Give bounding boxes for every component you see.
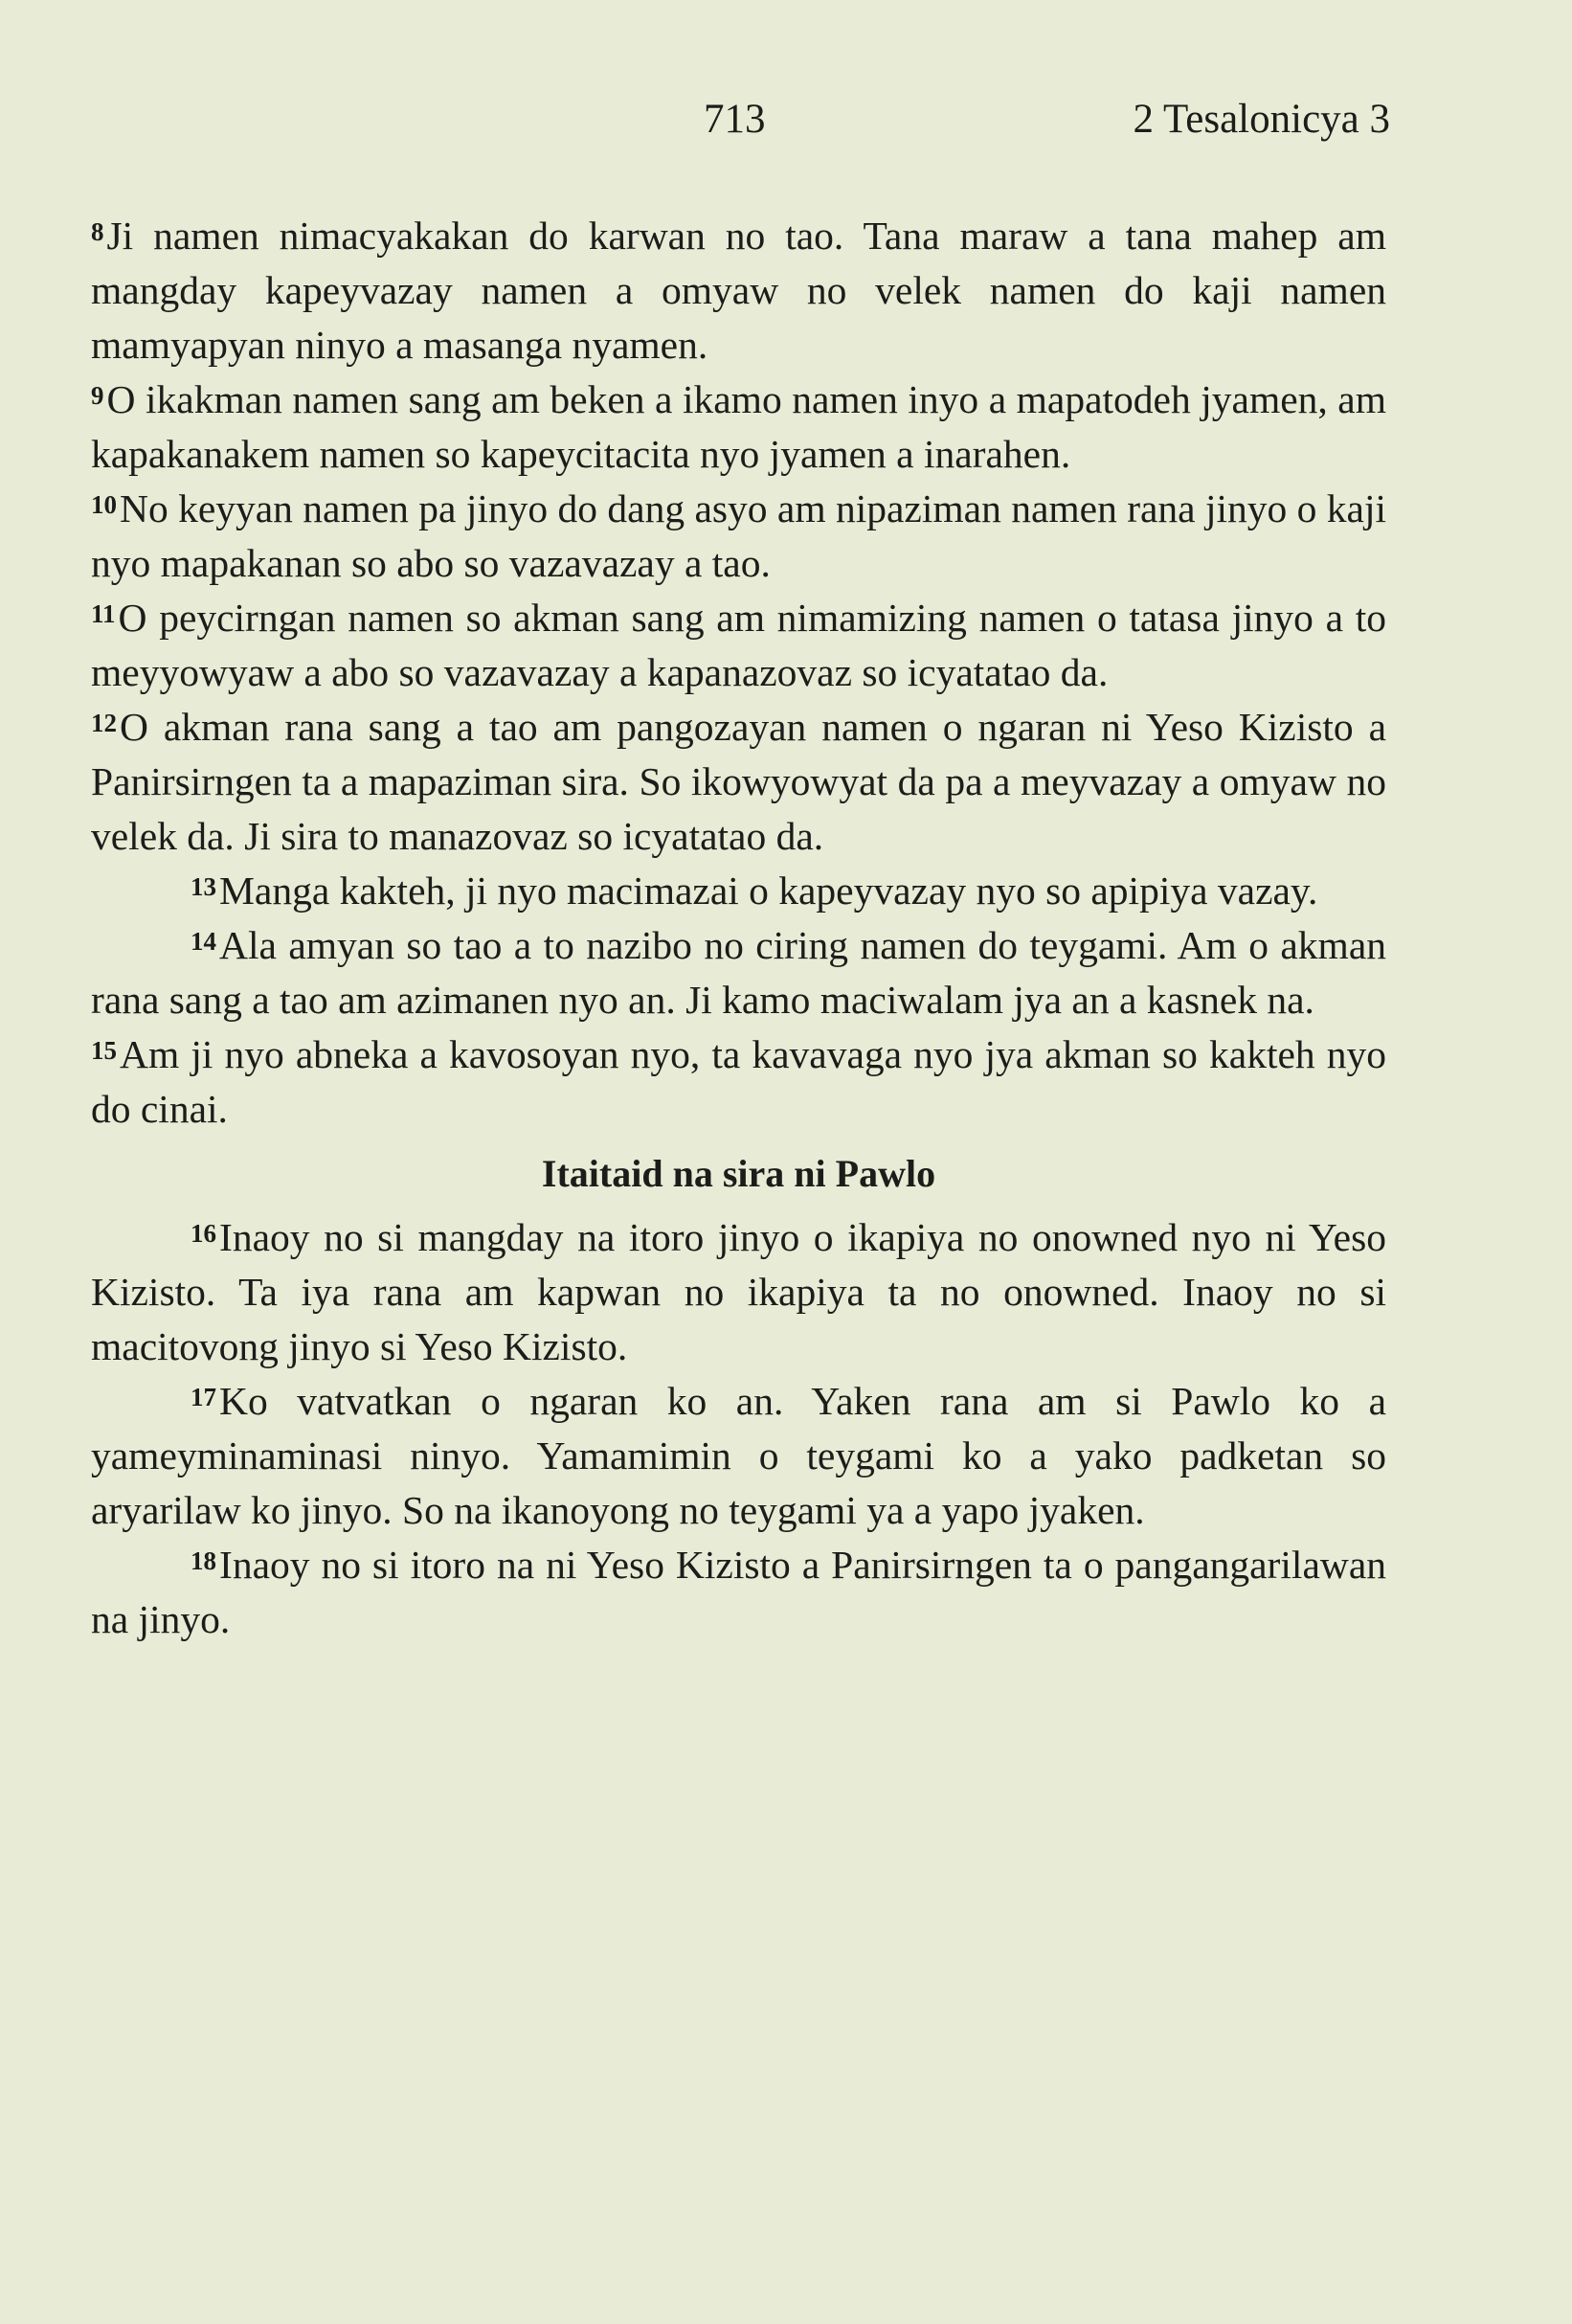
verse-text: Inaoy no si itoro na ni Yeso Kizisto a Panirsirngen ta o pangangarilawan na jinyo. [91,1543,1386,1641]
verse-16 [91,1210,1386,1374]
verse-text: O akman rana sang a tao am pangozayan namen o ngaran ni Yeso Kizisto a Panirsirngen ta a mapaziman sira. So ikowyowyat da pa a meyvazay a omyaw no velek da. Ji sira to manazovaz so icyatatao da. [91,705,1386,858]
verse-18 [91,1538,1386,1647]
verse-text: Ala amyan so tao a to nazibo no ciring namen do teygami. Am o akman rana sang a tao am azimanen nyo an. Ji kamo maciwalam jya an a kasnek na. [91,923,1386,1022]
verse-8 [91,209,1386,372]
verse-text: Manga kakteh, ji nyo macimazai o kapeyvazay nyo so apipiya vazay. [219,869,1318,913]
verse-number: 8 [91,216,104,246]
verse-11 [91,591,1386,700]
verse-number: 9 [91,380,104,410]
verse-number: 18 [191,1546,216,1575]
verse-number: 14 [191,926,216,956]
verse-text: O peycirngan namen so akman sang am nimamizing namen o tatasa jinyo a to meyyowyaw a abo so vazavazay a kapanazovaz so icyatatao da. [91,596,1386,694]
verse-10 [91,482,1386,591]
chapter-body [91,209,1386,1647]
verse-number: 11 [91,598,116,628]
verse-number: 10 [91,489,117,519]
verse-15 [91,1027,1386,1137]
verse-12 [91,700,1386,864]
verse-17 [91,1374,1386,1538]
section-heading: Itaitaid na sira ni Pawlo [541,1152,936,1195]
verse-9 [91,372,1386,482]
verse-14 [91,918,1386,1027]
running-title: 2 Tesalonicya 3 [1133,97,1390,142]
verse-number: 15 [91,1035,117,1065]
verse-text: O ikakman namen sang am beken a ikamo namen inyo a mapatodeh jyamen, am kapakanakem namen so kapeycitacita nyo jyamen a inarahen. [91,377,1386,476]
verse-text: Am ji nyo abneka a kavosoyan nyo, ta kavavaga nyo jya akman so kakteh nyo do cinai. [91,1032,1386,1131]
verse-text: No keyyan namen pa jinyo do dang asyo am nipaziman namen rana jinyo o kaji nyo mapakanan so abo so vazavazay a tao. [91,486,1387,585]
verse-number: 17 [191,1382,216,1411]
verse-number: 16 [191,1218,216,1248]
verse-number: 13 [191,871,216,901]
verse-13 [91,864,1386,918]
page-header [91,96,1390,153]
page-number: 713 [704,97,766,142]
verse-number: 12 [91,708,117,737]
verse-text: Ko vatvatkan o ngaran ko an. Yaken rana am si Pawlo ko a yameyminaminasi ninyo. Yamamimin o teygami ko a yako padketan so aryarilaw ko jinyo. So na ikanoyong no teygami ya a yapo jyaken. [91,1379,1386,1532]
verse-text: Inaoy no si mangday na itoro jinyo o ikapiya no onowned nyo ni Yeso Kizisto. Ta iya rana am kapwan no ikapiya ta no onowned. Inaoy no si macitovong jinyo si Yeso Kizisto. [91,1215,1386,1368]
verse-text: Ji namen nimacyakakan do karwan no tao. Tana maraw a tana mahep am mangday kapeyvazay namen a omyaw no velek namen do kaji namen mamyapyan ninyo a masanga nyamen. [91,214,1386,367]
